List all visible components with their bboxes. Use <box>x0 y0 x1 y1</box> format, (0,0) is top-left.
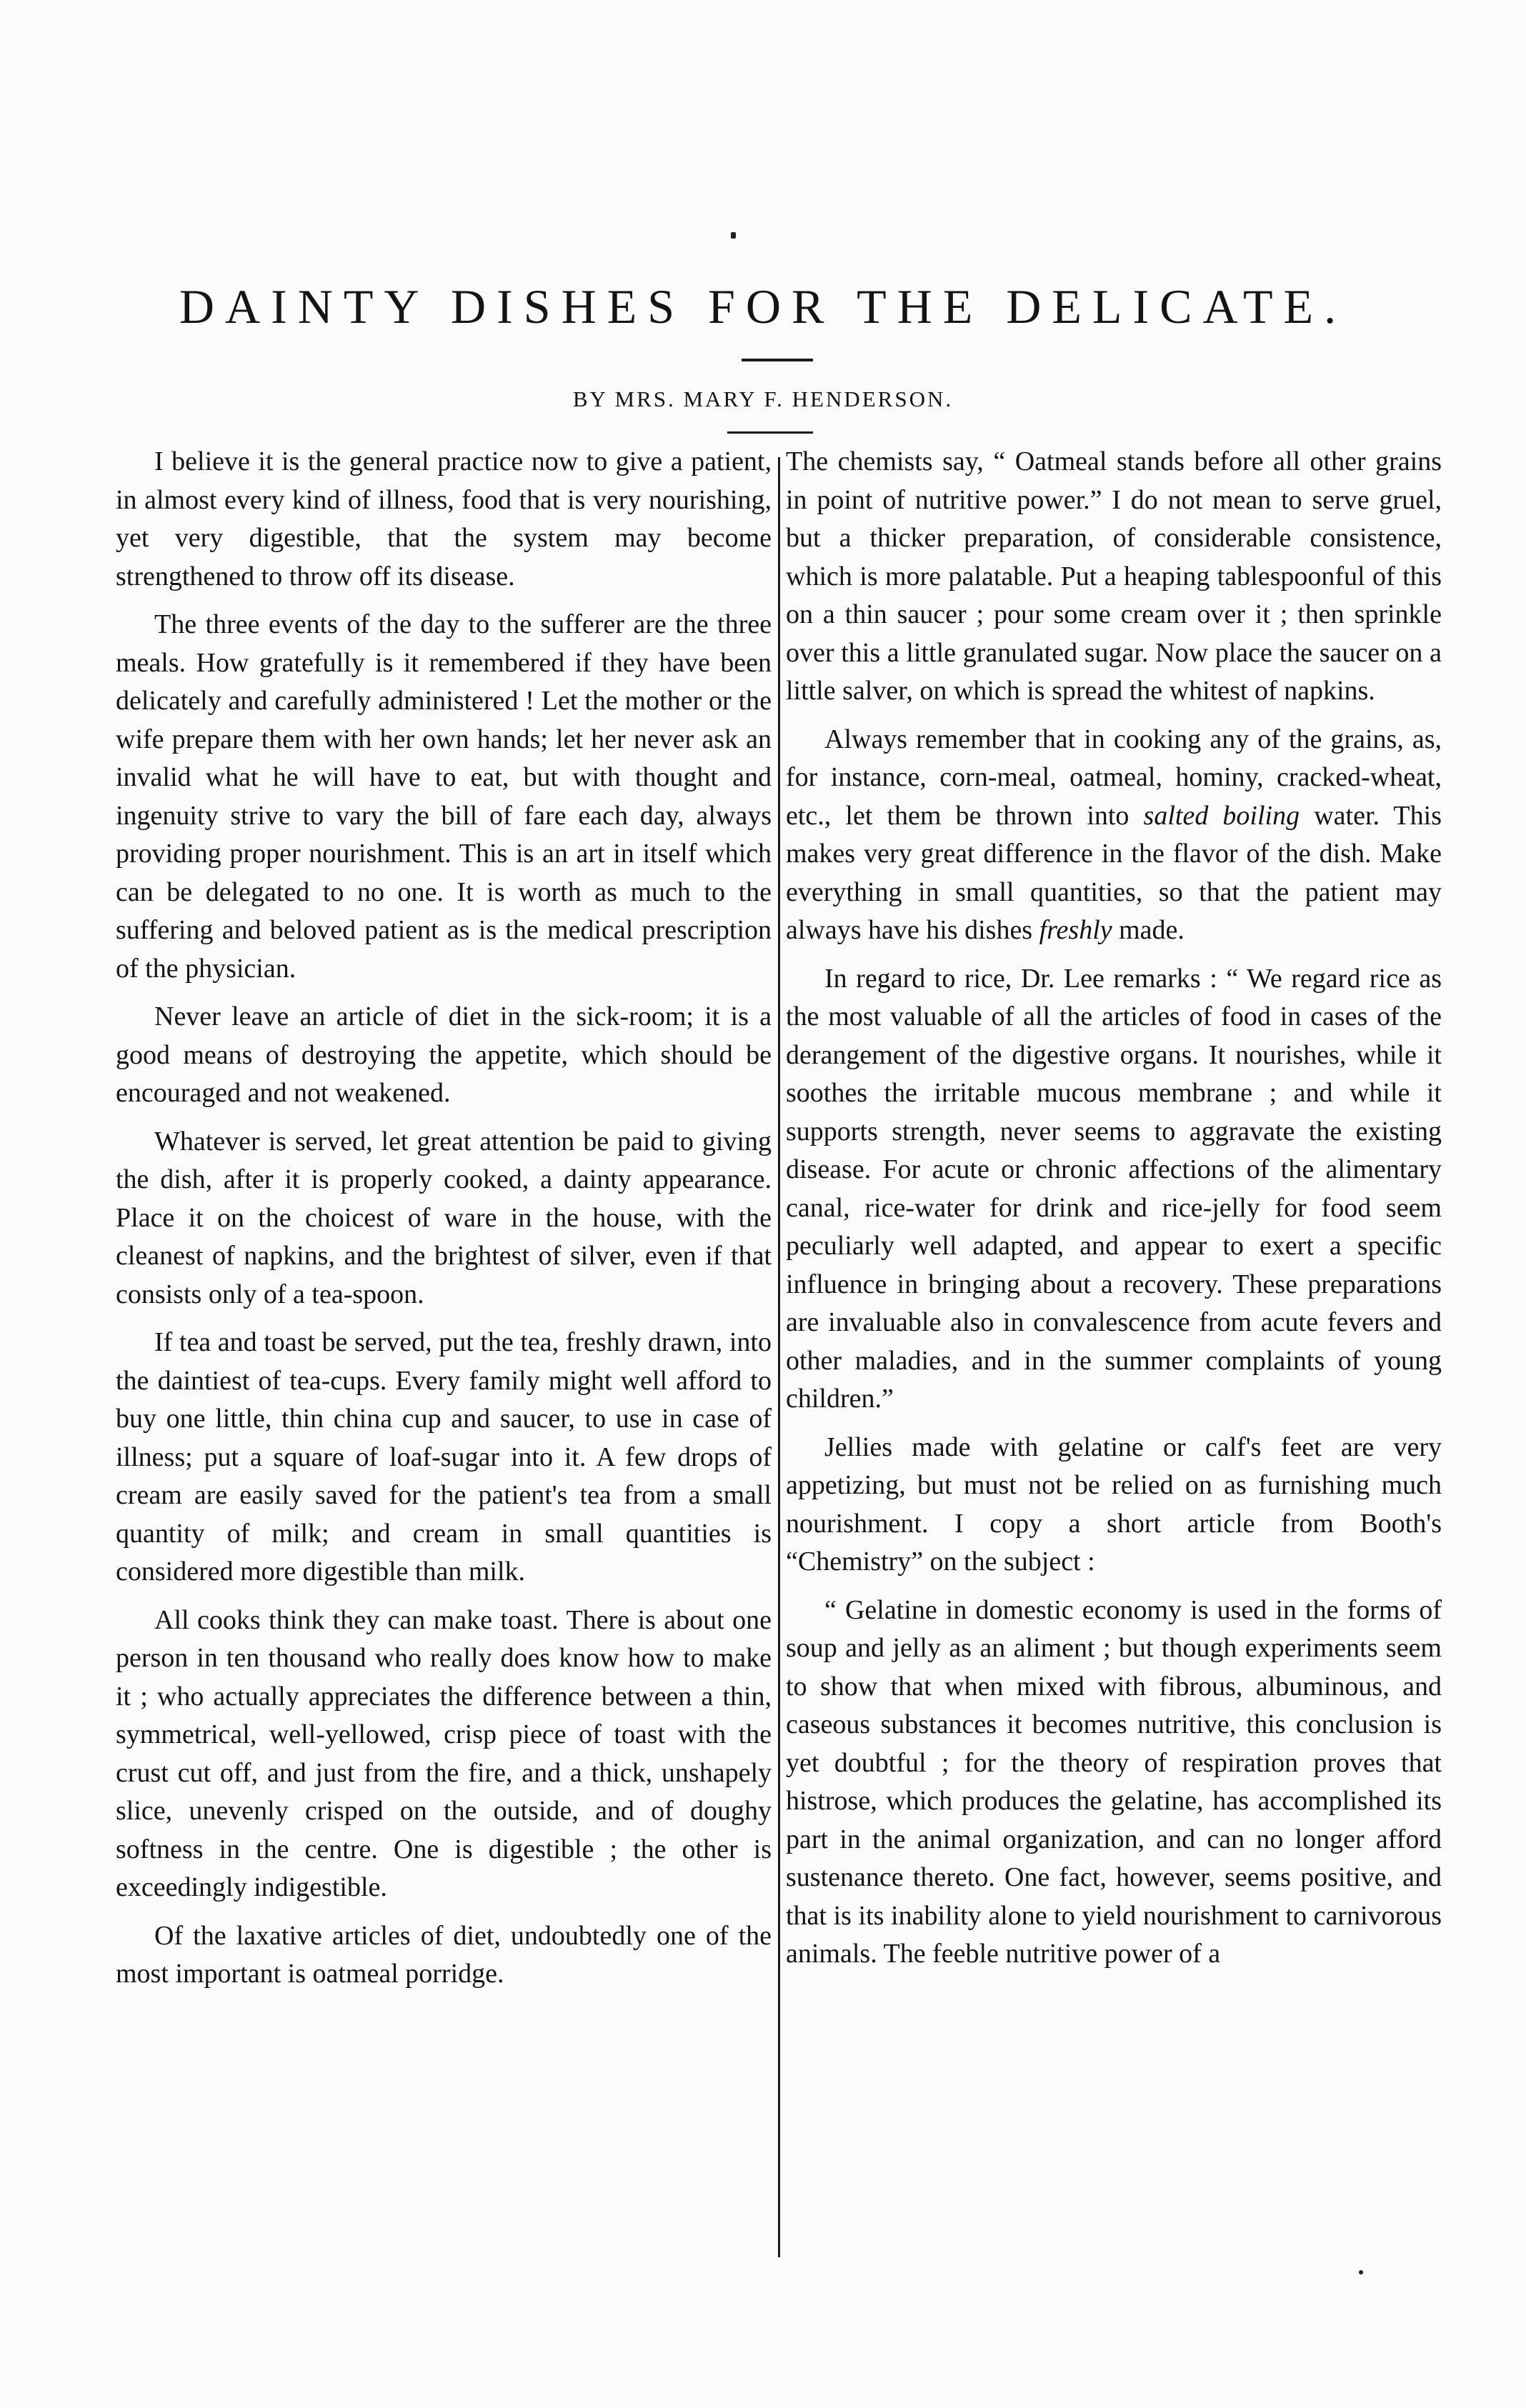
page-mark-dot <box>731 232 736 239</box>
left-paragraph-4: Whatever is served, let great attention be paid to giving the dish, after it is properly cooked, a dainty appearance. Place it on the choicest of ware in the house, with the cleanest of napkins, and the brightest of silver, even if that consists only of a tea-spoon. <box>116 1126 772 1309</box>
left-paragraph-7: Of the laxative articles of diet, undoubtedly one of the most important is oatmeal porridge. <box>116 1920 772 1989</box>
left-column <box>116 443 772 2004</box>
left-paragraph-1: I believe it is the general practice now to give a patient, in almost every kind of illness, food that is very nourishing, yet very digestible, that the system may become strengthened to throw off its disease. <box>116 446 772 591</box>
left-paragraph-6: All cooks think they can make toast. There is about one person in ten thousand who really does know how to make it ; who actually appreciates the difference between a thin, symmetrical, well-yellowed, crisp piece of toast with the crust cut off, and just from the fire, and a thick, unshapely slice, unevenly crisped on the outside, and of doughy softness in the centre. One is digestible ; the other is exceedingly indigestible. <box>116 1604 772 1902</box>
right-paragraph-5: “ Gelatine in domestic economy is used in the forms of soup and jelly as an aliment ; but though experiments seem to show that when mixed with fibrous, albuminous, and caseous substances it becomes nutritive, this conclusion is yet doubtful ; for the theory of respiration proves that histrose, which produces the gelatine, has accomplished its part in the animal organization, and can no longer afford sustenance thereto. One fact, however, seems positive, and that is its inability alone to yield nourishment to carnivorous animals. The feeble nutritive power of a <box>786 1594 1442 1969</box>
right-paragraph-2-emphasis-freshly: freshly <box>1039 915 1112 945</box>
left-paragraph-3: Never leave an article of diet in the sick-room; it is a good means of destroying the appetite, which should be encouraged and not weakened. <box>116 1001 772 1108</box>
footer-mark-dot <box>1359 2270 1363 2274</box>
right-paragraph-2-text-c: made. <box>1112 915 1185 945</box>
right-paragraph-4: Jellies made with gelatine or calf's feet are very appetizing, but must not be relied on as furnishing much nourishment. I copy a short article from Booth's “Chemistry” on the subject : <box>786 1432 1442 1577</box>
column-divider <box>778 457 780 2257</box>
right-paragraph-2-emphasis-salted: salted boiling <box>1143 800 1300 831</box>
right-paragraph-2-text-b: water. This makes very great difference in the flavor of the dish. Make everything in small quantities, so that the patient may always have his dishes <box>786 800 1442 945</box>
article-title: DAINTY DISHES FOR THE DELICATE. <box>179 279 1347 334</box>
right-paragraph-2 <box>786 721 1442 950</box>
left-paragraph-2: The three events of the day to the sufferer are the three meals. How gratefully is it remembered if they have been delicately and carefully administered ! Let the mother or the wife prepare them with her own hands; let her never ask an invalid what he will have to eat, but with thought and ingenuity strive to vary the bill of fare each day, always providing proper nourishment. This is an art in itself which can be delegated to no one. It is worth as much to the suffering and beloved patient as is the medical prescription of the physician. <box>116 609 772 984</box>
right-paragraph-3: In regard to rice, Dr. Lee remarks : “ We regard rice as the most valuable of all the articles of food in cases of the derangement of the digestive organs. It nourishes, while it soothes the irritable mucous membrane ; and while it supports strength, never seems to aggravate the existing disease. For acute or chronic affections of the alimentary canal, rice-water for drink and rice-jelly for food seem peculiarly well adapted, and appear to exert a specific influence in bringing about a recovery. These preparations are invaluable also in convalescence from acute fevers and other maladies, and in the summer complaints of young children.” <box>786 963 1442 1414</box>
right-paragraph-2-text-a: Always remember that in cooking any of the grains, as, for instance, corn-meal, oatmeal, hominy, cracked-wheat, etc., let them be thrown into <box>786 724 1442 831</box>
right-paragraph-1: The chemists say, “ Oatmeal stands before all other grains in point of nutritive power.” I do not mean to serve gruel, but a thicker preparation, of considerable consistence, which is more palatable. Put a heaping tablespoonful of this on a thin saucer ; pour some cream over it ; then sprinkle over this a little granulated sugar. Now place the saucer on a little salver, on which is spread the whitest of napkins. <box>786 446 1442 706</box>
right-column <box>786 443 1442 1984</box>
byline-rule <box>727 431 813 434</box>
title-rule <box>742 359 813 361</box>
article-byline: BY MRS. MARY F. HENDERSON. <box>572 386 954 411</box>
left-paragraph-5: If tea and toast be served, put the tea, freshly drawn, into the daintiest of tea-cups. Every family might well afford to buy one little, thin china cup and saucer, to use in case of illness; put a square of loaf-sugar into it. A few drops of cream are easily saved for the patient's tea from a small quantity of milk; and cream in small quantities is considered more digestible than milk. <box>116 1327 772 1587</box>
